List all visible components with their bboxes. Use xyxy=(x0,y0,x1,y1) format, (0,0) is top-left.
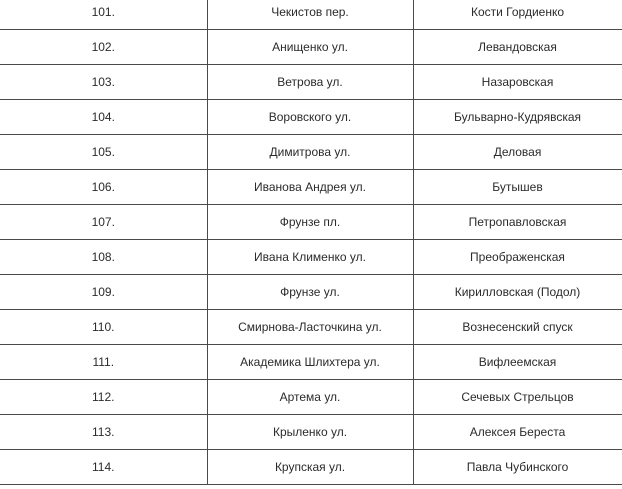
new-street-name-cell: Преображенская xyxy=(413,240,622,275)
old-street-name-cell: Ивана Клименко ул. xyxy=(207,240,413,275)
table-row xyxy=(0,240,622,275)
table-row xyxy=(0,170,622,205)
old-street-name-cell: Фрунзе пл. xyxy=(207,205,413,240)
row-number-cell: 109. xyxy=(0,275,207,310)
row-number-cell: 104. xyxy=(0,100,207,135)
new-street-name-cell: Бульварно-Кудрявская xyxy=(413,100,622,135)
row-number-cell: 101. xyxy=(0,0,207,30)
new-street-name-cell: Назаровская xyxy=(413,65,622,100)
table-row xyxy=(0,275,622,310)
old-street-name-cell: Крыленко ул. xyxy=(207,415,413,450)
row-number-cell: 112. xyxy=(0,380,207,415)
new-street-name-cell: Алексея Береста xyxy=(413,415,622,450)
old-street-name-cell: Смирнова-Ласточкина ул. xyxy=(207,310,413,345)
new-street-name-cell: Сечевых Стрельцов xyxy=(413,380,622,415)
row-number-cell: 106. xyxy=(0,170,207,205)
old-street-name-cell: Фрунзе ул. xyxy=(207,275,413,310)
table-row xyxy=(0,100,622,135)
table-row xyxy=(0,380,622,415)
table-row xyxy=(0,65,622,100)
row-number-cell: 102. xyxy=(0,30,207,65)
new-street-name-cell: Вознесенский спуск xyxy=(413,310,622,345)
new-street-name-cell: Бутышев xyxy=(413,170,622,205)
old-street-name-cell: Иванова Андрея ул. xyxy=(207,170,413,205)
row-number-cell: 107. xyxy=(0,205,207,240)
row-number-cell: 113. xyxy=(0,415,207,450)
old-street-name-cell: Ветрова ул. xyxy=(207,65,413,100)
row-number-cell: 105. xyxy=(0,135,207,170)
table-row xyxy=(0,415,622,450)
table-row xyxy=(0,30,622,65)
new-street-name-cell: Левандовская xyxy=(413,30,622,65)
row-number-cell: 110. xyxy=(0,310,207,345)
old-street-name-cell: Чекистов пер. xyxy=(207,0,413,30)
table-row xyxy=(0,310,622,345)
new-street-name-cell: Кости Гордиенко xyxy=(413,0,622,30)
row-number-cell: 103. xyxy=(0,65,207,100)
table-row xyxy=(0,345,622,380)
row-number-cell: 111. xyxy=(0,345,207,380)
table-row xyxy=(0,450,622,485)
old-street-name-cell: Димитрова ул. xyxy=(207,135,413,170)
old-street-name-cell: Крупская ул. xyxy=(207,450,413,485)
row-number-cell: 108. xyxy=(0,240,207,275)
new-street-name-cell: Петропавловская xyxy=(413,205,622,240)
new-street-name-cell: Павла Чубинского xyxy=(413,450,622,485)
table-row xyxy=(0,205,622,240)
old-street-name-cell: Артема ул. xyxy=(207,380,413,415)
old-street-name-cell: Воровского ул. xyxy=(207,100,413,135)
old-street-name-cell: Академика Шлихтера ул. xyxy=(207,345,413,380)
table-row xyxy=(0,135,622,170)
new-street-name-cell: Вифлеемская xyxy=(413,345,622,380)
new-street-name-cell: Кирилловская (Подол) xyxy=(413,275,622,310)
row-number-cell: 114. xyxy=(0,450,207,485)
new-street-name-cell: Деловая xyxy=(413,135,622,170)
old-street-name-cell: Анищенко ул. xyxy=(207,30,413,65)
table-row xyxy=(0,0,622,30)
